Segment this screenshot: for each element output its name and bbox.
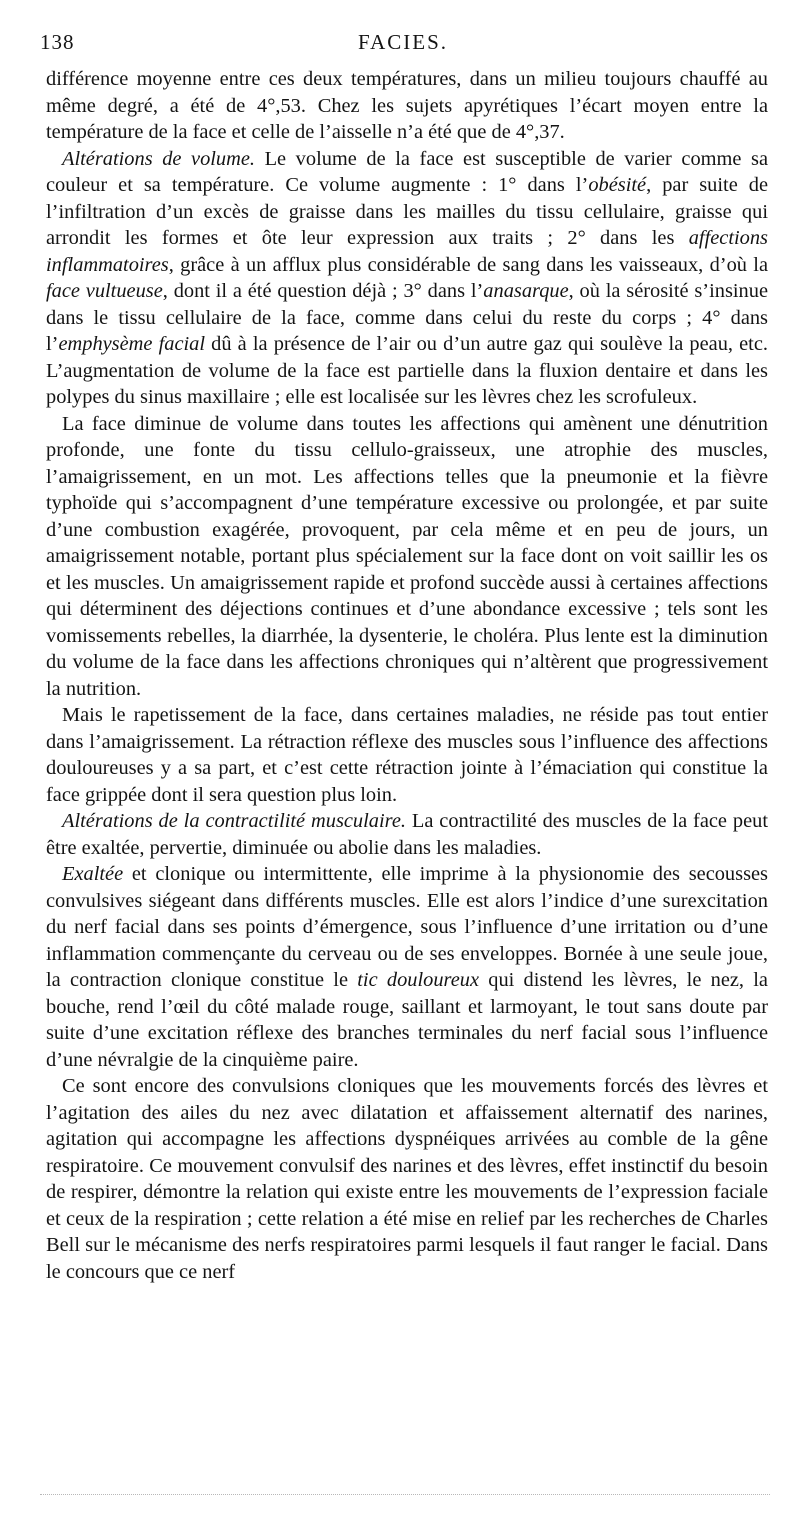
text-run: Mais le rapetissement de la face, dans certaines maladies, ne réside pas tout entier dans l’amaigrissement. La rétraction réflexe des muscles sous l’influence des affections douloureuses y a sa part, et c’est cette rétraction jointe à l’émaciation qui constitue la face grippée dont il sera question plus loin.	[46, 704, 768, 806]
italic-text: Altérations de la contractilité musculaire.	[62, 810, 406, 832]
text-run: différence moyenne entre ces deux températures, dans un milieu toujours chauffé au même degré, a été de 4°,53. Chez les sujets apyrétiques l’écart moyen entre la température de la face et celle de l’aisselle n’a été que de 4°,37.	[46, 68, 768, 143]
paragraph	[46, 1073, 768, 1285]
text-run: , dont il a été question déjà ; 3° dans l’	[162, 280, 484, 302]
text-run: , par suite de l’infiltration d’un excès de graisse dans les mailles du tissu cellulaire, graisse qui arrondit les formes et ôte leur expression aux traits ; 2° dans les	[46, 174, 769, 249]
paragraph	[46, 66, 768, 146]
text-run: La face diminue de volume dans toutes les affections qui amènent une dénutrition profonde, une fonte du tissu cellulo-graisseux, une atrophie des muscles, l’amaigrissement, en un mot. Les affections telles que la pneumonie et la fièvre typhoïde qui s’accompagnent d’une température excessive ou prolongée, et par suite d’une combustion exagérée, provoquent, par cela même et en peu de jours, un amaigrissement notable, portant plus spécialement sur la face dont on voit saillir les os et les muscles. Un amaigrissement rapide et profond succède aussi à certaines affections qui déterminent des déjections continues et d’une abondance excessive ; tels sont les vomissements rebelles, la diarrhée, la dysenterie, le choléra. Plus lente est la diminution du volume de la face dans les affections chroniques qui n’altèrent que progressivement la nutrition.	[46, 412, 768, 700]
body-text	[46, 66, 768, 1285]
page-header	[40, 30, 766, 58]
italic-text: Exaltée	[62, 863, 124, 885]
italic-text: emphysème facial	[58, 333, 206, 355]
text-run: dû à la présence de l’air ou d’un autre gaz qui soulève la peau, etc. L’augmentation de volume de la face est partielle dans la fluxion dentaire et dans les polypes du sinus maxillaire ; elle est localisée sur les lèvres chez les scrofuleux.	[46, 333, 768, 408]
paragraph	[46, 411, 768, 703]
text-run: Le volume de la face est susceptible de varier comme sa couleur et sa température. Ce volume augmente : 1° dans l’	[46, 147, 768, 196]
text-run: et clonique ou intermittente, elle imprime à la physionomie des secousses convulsives siégeant dans différents muscles. Elle est alors l’indice d’une surexcitation du nerf facial dans ses points d’émergence, sous l’influence d’une irritation ou d’une inflammation commençante du cerveau ou de ses enveloppes. Bornée à une seule joue, la contraction clonique constitue le	[46, 863, 768, 991]
text-run: qui distend les lèvres, le nez, la bouche, rend l’œil du côté malade rouge, saillant et larmoyant, le tout sans doute par suite d’une excitation réflexe des branches terminales du nerf facial sous l’influence d’une névralgie de la cinquième paire.	[46, 969, 768, 1071]
italic-text: anasarque	[483, 280, 569, 302]
italic-text: obésité	[588, 174, 647, 196]
paragraph	[46, 702, 768, 808]
paragraph	[46, 861, 768, 1073]
footer-scan-marks	[40, 1494, 770, 1495]
text-run: , où la sérosité s’insinue dans le tissu cellulaire de la face, comme dans celui du reste du corps ; 4° dans l’	[46, 280, 768, 355]
italic-text: face vultueuse	[46, 280, 163, 302]
italic-text: Altérations de volume.	[62, 147, 256, 170]
paragraph	[46, 808, 768, 861]
running-title: FACIES.	[357, 30, 449, 54]
text-run: Ce sont encore des convulsions cloniques que les mouvements forcés des lèvres et l’agitation des ailes du nez avec dilatation et affaissement alternatif des narines, agitation qui accompagne les affections dyspnéiques arrivées au comble de la gêne respiratoire. Ce mouvement convulsif des narines et des lèvres, effet instinctif du besoin de respirer, démontre la relation qui existe entre les mouvements de l’expression faciale et ceux de la respiration ; cette relation a été mise en relief par les recherches de Charles Bell sur le mécanisme des nerfs respiratoires parmi lesquels il faut ranger le facial. Dans le concours que ce nerf	[46, 1075, 768, 1283]
italic-text: affections inflammatoires	[46, 227, 768, 276]
text-run: La contractilité des muscles de la face peut être exaltée, pervertie, diminuée ou abolie dans les maladies.	[46, 810, 768, 859]
italic-text: tic douloureux	[357, 969, 479, 991]
page-number: 138	[40, 30, 75, 54]
text-run: , grâce à un afflux plus considérable de sang dans les vaisseaux, d’où la	[168, 253, 768, 276]
paragraph	[46, 146, 768, 411]
